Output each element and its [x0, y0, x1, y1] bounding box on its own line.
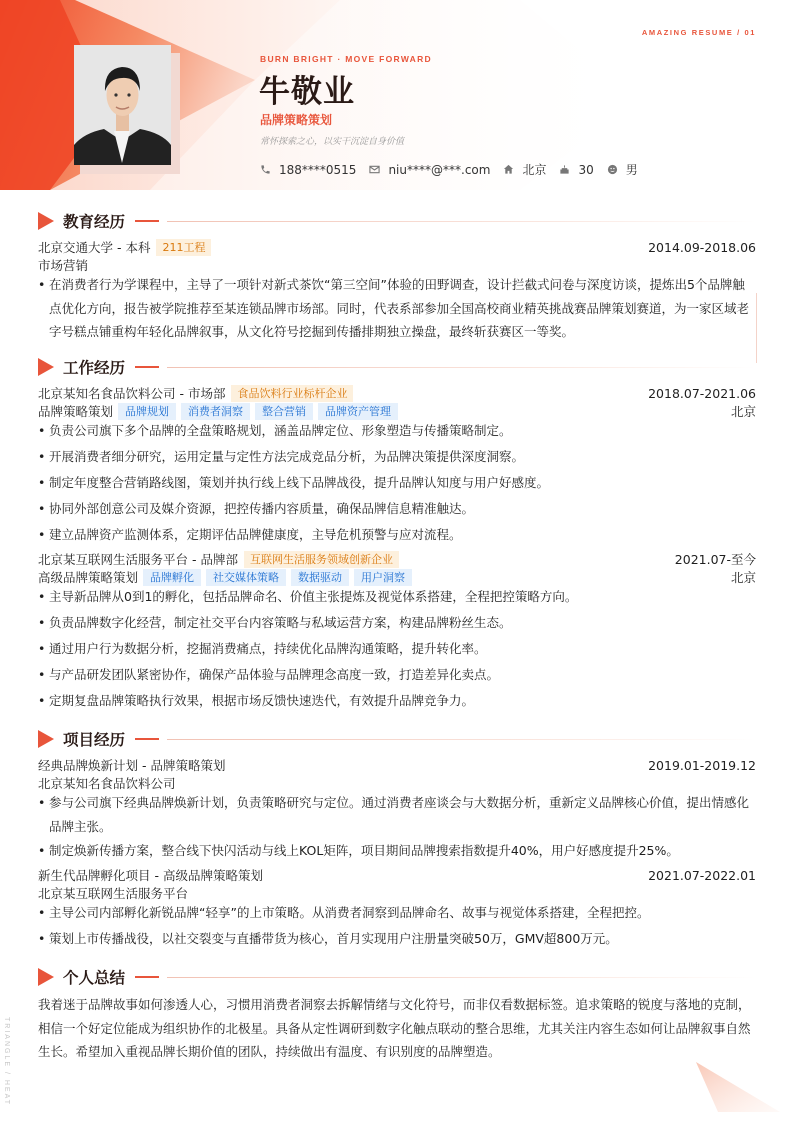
job-bullet: • 开展消费者细分研究，运用定量与定性方法完成竞品分析，为品牌决策提供深度洞察。: [38, 445, 756, 469]
profile-photo: [74, 45, 171, 165]
city-text: 北京: [522, 163, 547, 177]
triangle-icon: [38, 212, 54, 230]
project-bullet: • 策划上市传播战役，以社交裂变与直播带货为核心，首月实现用户注册量突破50万，GMV超800万元。: [38, 927, 756, 951]
section-dash: [135, 220, 159, 222]
summary-section-header: [38, 966, 756, 988]
skill-tag: 品牌规划: [118, 403, 176, 420]
section-dash: [135, 366, 159, 368]
company-tag: 食品饮料行业标杆企业: [231, 385, 353, 402]
job-role: 品牌策略策划: [38, 404, 114, 419]
job-bullet: • 通过用户行为数据分析，挖掘消费痛点，持续优化品牌沟通策略，提升转化率。: [38, 637, 756, 661]
skill-tag: 数据驱动: [291, 569, 349, 586]
phone-icon: [260, 164, 271, 175]
section-title: 项目经历: [63, 731, 126, 749]
skill-tag: 消费者洞察: [181, 403, 250, 420]
school-tag: 211工程: [156, 239, 211, 256]
gender-text: 男: [625, 163, 638, 177]
email-text: niu****@***.com: [388, 162, 491, 177]
project-org-row: [38, 884, 756, 902]
side-rule: [756, 293, 757, 363]
project-bullet: • 主导公司内部孵化新锐品牌“轻享”的上市策略。从消费者洞察到品牌命名、故事与视觉体系搭建，全程把控。: [38, 901, 756, 925]
contact-bar: [260, 161, 651, 178]
skill-tag: 社交媒体策略: [206, 569, 286, 586]
school-name: 北京交通大学 - 本科: [38, 240, 151, 255]
side-caption: TRIANGLE / HEAT: [3, 1017, 10, 1106]
user-face-icon: [607, 164, 618, 175]
corner-triangle: [690, 1060, 794, 1123]
job-bullet: • 协同外部创意公司及媒介资源，把控传播内容质量，确保品牌信息精准触达。: [38, 497, 756, 521]
company-name: 北京某互联网生活服务平台 - 品牌部: [38, 552, 238, 567]
section-divider: [167, 367, 756, 368]
job-company-row: [38, 384, 756, 402]
job-location: 北京: [730, 570, 756, 585]
slogan: BURN BRIGHT · MOVE FORWARD: [260, 54, 432, 64]
contact-city: [503, 161, 546, 178]
education-row: [38, 238, 756, 256]
project-row: [38, 866, 756, 884]
job-title: 品牌策略策划: [260, 113, 333, 127]
section-divider: [167, 977, 756, 978]
work-section-header: [38, 356, 756, 378]
project-org-row: [38, 774, 756, 792]
mail-icon: [369, 164, 380, 175]
avatar-image: [74, 45, 171, 165]
project-bullet: • 参与公司旗下经典品牌焕新计划，负责策略研究与定位。通过消费者座谈会与大数据分析，重新定义品牌核心价值，提出情感化品牌主张。: [38, 791, 756, 838]
project-org: 北京某互联网生活服务平台: [38, 886, 189, 901]
job-title-row: [38, 402, 756, 420]
job-date: 2018.07-2021.06: [648, 385, 756, 401]
education-bullet: • 在消费者行为学课程中，主导了一项针对新式茶饮“第三空间”体验的田野调查，设计拦截式问卷与深度访谈，提炼出5个品牌触点优化方向，报告被学院推荐至某连锁品牌市场部。同时，代表系部参加全国高校商业精英挑战赛品牌策划赛道，为一家区域老字号糕点铺重构年轻化品牌叙事，从文化符号挖掘到传播排期独立操盘，最终斩获赛区一等奖。: [38, 273, 756, 344]
contact-phone: [260, 163, 356, 177]
section-divider: [167, 221, 756, 222]
section-dash: [135, 976, 159, 978]
job-date: 2021.07-至今: [674, 552, 756, 567]
summary-text: 我着迷于品牌故事如何渗透人心，习惯用消费者洞察去拆解情绪与文化符号，而非仅看数据标签。追求策略的锐度与落地的克制，相信一个好定位能成为组织协作的北极星。具备从定性调研到数字化触点联动的整合思维，尤其关注内容生态如何让品牌叙事自然生长。希望加入重视品牌长期价值的团队，持续做出有温度、有识别度的品牌塑造。: [38, 997, 751, 1059]
triangle-icon: [38, 358, 54, 376]
page-label: AMAZING RESUME / 01: [641, 28, 756, 37]
education-section-header: [38, 210, 756, 232]
section-dash: [135, 738, 159, 740]
skill-tag: 整合营销: [255, 403, 313, 420]
company-name: 北京某知名食品饮料公司 - 市场部: [38, 386, 226, 401]
section-title: 个人总结: [63, 969, 126, 987]
contact-gender: [607, 161, 638, 178]
major-row: [38, 256, 756, 274]
job-bullet: • 与产品研发团队紧密协作，确保产品体验与品牌理念高度一致，打造差异化卖点。: [38, 663, 756, 687]
contact-email: [369, 163, 490, 177]
project-org: 北京某知名食品饮料公司: [38, 776, 176, 791]
home-icon: [503, 164, 514, 175]
job-bullet: • 负责公司旗下多个品牌的全盘策略规划，涵盖品牌定位、形象塑造与传播策略制定。: [38, 419, 756, 443]
section-title: 教育经历: [63, 213, 126, 231]
triangle-icon: [38, 730, 54, 748]
section-title: 工作经历: [63, 359, 126, 377]
cake-icon: [559, 164, 570, 175]
education-date: 2014.09-2018.06: [648, 239, 756, 255]
candidate-name: 牛敬业: [259, 74, 355, 110]
project-row: [38, 756, 756, 774]
contact-age: [559, 163, 593, 177]
project-date: 2019.01-2019.12: [648, 757, 756, 773]
company-tag: 互联网生活服务领域创新企业: [244, 551, 399, 568]
motto: 常怀探索之心，以实干沉淀自身价值: [260, 137, 405, 147]
project-name: 经典品牌焕新计划 - 品牌策略策划: [38, 758, 226, 773]
job-bullet: • 主导新品牌从0到1的孵化，包括品牌命名、价值主张提炼及视觉体系搭建，全程把控策略方向。: [38, 585, 756, 609]
major: 市场营销: [38, 258, 89, 273]
job-role: 高级品牌策略策划: [38, 570, 139, 585]
skill-tag: 品牌孵化: [143, 569, 201, 586]
phone-text: 188****0515: [279, 162, 357, 177]
job-bullet: • 定期复盘品牌策略执行效果，根据市场反馈快速迭代，有效提升品牌竞争力。: [38, 689, 756, 713]
skill-tag: 品牌资产管理: [318, 403, 398, 420]
job-bullet: • 制定年度整合营销路线图，策划并执行线上线下品牌战役，提升品牌认知度与用户好感度。: [38, 471, 756, 495]
job-location: 北京: [730, 404, 756, 419]
job-title-row: [38, 568, 756, 586]
job-bullet: • 建立品牌资产监测体系，定期评估品牌健康度，主导危机预警与应对流程。: [38, 523, 756, 547]
job-bullet: • 负责品牌数字化经营，制定社交平台内容策略与私域运营方案，构建品牌粉丝生态。: [38, 611, 756, 635]
project-date: 2021.07-2022.01: [648, 867, 756, 883]
section-divider: [167, 739, 756, 740]
project-name: 新生代品牌孵化项目 - 高级品牌策略策划: [38, 868, 263, 883]
skill-tag: 用户洞察: [354, 569, 412, 586]
project-bullet: • 制定焕新传播方案，整合线下快闪活动与线上KOL矩阵，项目期间品牌搜索指数提升40%，用户好感度提升25%。: [38, 839, 756, 863]
age-text: 30: [578, 162, 594, 177]
triangle-icon: [38, 968, 54, 986]
job-company-row: [38, 550, 756, 568]
projects-section-header: [38, 728, 756, 750]
